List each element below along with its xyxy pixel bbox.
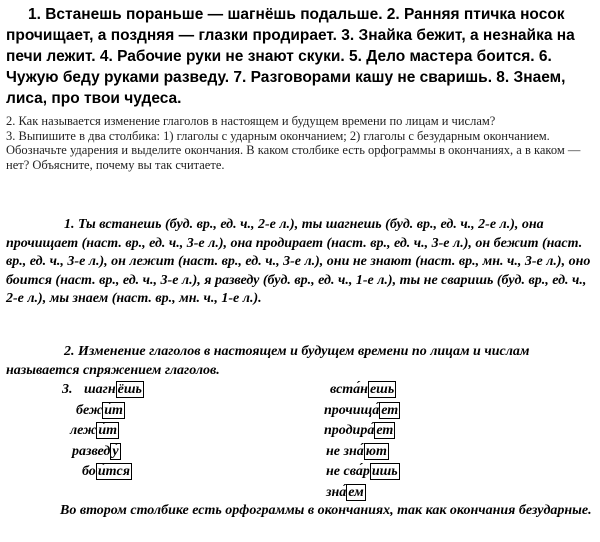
verb-stem: зна́ — [326, 484, 347, 500]
verb-ending-box: ёшь — [117, 382, 142, 397]
verb-ending-box: ют — [365, 443, 387, 459]
verb-stem: бо — [82, 464, 96, 479]
verb-ending-box: и́тся — [97, 464, 130, 479]
verb-word — [84, 381, 144, 399]
verb-word — [326, 463, 400, 481]
verb-stem: развед — [72, 443, 111, 459]
questions-block — [6, 114, 594, 172]
verb-ending-box: ет — [376, 423, 394, 438]
verb-word — [326, 443, 389, 461]
verb-stem: не сва́р — [326, 464, 370, 479]
verb-ending-box: и́т — [104, 402, 123, 418]
verb-word — [326, 484, 366, 502]
verb-stem: беж — [76, 402, 103, 418]
answer-2: 2. Изменение глаголов в настоящем и будущем времени по лицам и числам называется спряжением глаголов. — [6, 344, 530, 378]
verb-stem: не зна́ — [326, 443, 364, 459]
verb-word — [72, 443, 121, 461]
verb-word — [82, 463, 132, 481]
verb-ending-box: ешь — [369, 382, 395, 397]
verb-stem: прочища́ — [324, 402, 380, 418]
verb-word — [70, 422, 119, 440]
verb-stem: шагн — [84, 382, 116, 397]
answer-conclusion: Во втором столбике есть орфограммы в окончаниях, так как окончания безударные. — [60, 503, 592, 518]
verb-ending-box: у́ — [112, 443, 119, 459]
answer-1: 1. Ты встанешь (буд. вр., ед. ч., 2-е л.), ты шагнешь (буд. вр., ед. ч., 2-е л.), она прочищает (наст. вр., ед. ч., 3-е л.), она продирает (наст. вр., ед. ч., 3-е л.), он бежит (наст. вр., ед. ч., 3-е л.), он лежит (наст. вр., ед. ч., 3-е л.), они не знают (наст. вр., мн. ч., 3-е л.), оно боится (наст. вр., ед. ч., 3-е л.), я разведу (буд. вр., ед. ч., 1-е л.), ты не сваришь (буд. вр., ед. ч., 2-е л.), мы знаем (наст. вр., мн. ч., 1-е л.). — [6, 217, 591, 306]
verb-word — [324, 422, 395, 440]
verb-word — [76, 402, 125, 420]
verb-word — [324, 402, 400, 420]
question-3: 3. Выпишите в два столбика: 1) глаголы с ударным окончанием; 2) глаголы с безударным окончанием. Обозначьте ударения и выделите окончания. В каком столбике есть орфограммы в окончаниях, а в каком — нет? Объясните, почему вы так считаете. — [6, 128, 581, 172]
verb-stem: продира́ — [324, 423, 375, 438]
verb-stem: вста́н — [330, 382, 368, 397]
verb-ending-box: ем — [348, 484, 364, 500]
verb-ending-box: ишь — [371, 464, 398, 479]
answer-3-label: 3. — [62, 382, 73, 397]
verb-stem: леж — [70, 423, 97, 438]
question-2: 2. Как называется изменение глаголов в настоящем и будущем времени по лицам и числам? — [6, 114, 496, 128]
verb-ending-box: и́т — [98, 423, 118, 438]
proverbs-paragraph: 1. Встанешь пораньше — шагнёшь подальше. 2. Ранняя птичка носок прочищает, а поздняя — глазки продирает. 3. Знайка бежит, а незнайка на печи лежит. 4. Рабочие руки не знают скуки. 5. Дело мастера боится. 6. Чужую беду руками разведу. 7. Разговорами кашу не сваришь. 8. Знаем, лиса, про твои чудеса. — [6, 6, 575, 107]
verb-ending-box: ет — [381, 402, 399, 418]
verb-word — [330, 381, 396, 399]
